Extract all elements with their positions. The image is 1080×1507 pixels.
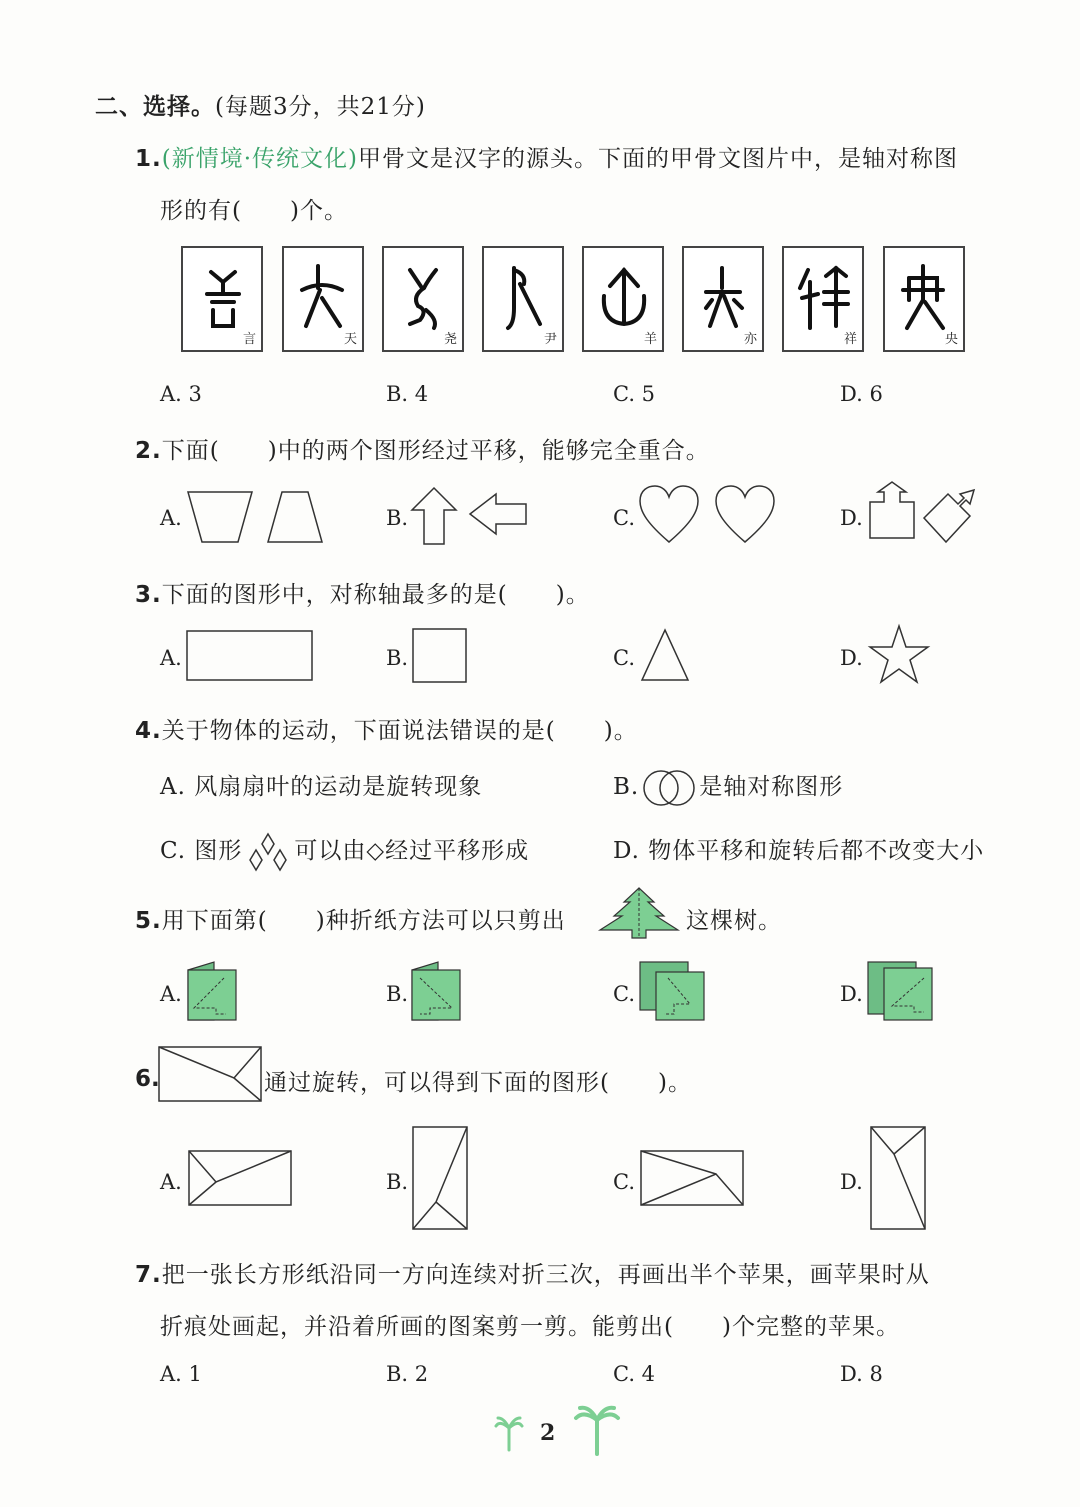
q1-option-a[interactable]: A. 3 [160, 382, 202, 406]
palm-tree-large-icon [572, 1404, 622, 1456]
q4-option-b[interactable] [613, 768, 843, 808]
oracle-card-yin [482, 246, 564, 352]
q4-b-label: B. [613, 774, 640, 800]
q1-option-d[interactable]: D. 6 [840, 382, 883, 406]
q3-option-d[interactable]: D. [840, 646, 863, 670]
question-5 [135, 902, 566, 935]
oracle-card-yan [181, 246, 263, 352]
q7-option-a[interactable]: A. 1 [160, 1362, 202, 1386]
oracle-caption: 言 [242, 332, 256, 347]
q1-option-c[interactable]: C. 5 [613, 382, 656, 406]
question-7-text1: 把一张长方形纸沿同一方向连续对折三次，再画出半个苹果，画苹果时从 [161, 1262, 930, 1288]
question-6-number: 6. [135, 1066, 160, 1092]
oracle-caption: 羊 [643, 332, 657, 347]
q5-a-fold [186, 960, 240, 1022]
q6-b-figure [412, 1126, 468, 1230]
q3-b-square [412, 628, 468, 684]
q5-option-b[interactable]: B. [386, 982, 409, 1006]
question-1-number: 1. [135, 146, 162, 172]
q3-option-c[interactable]: C. [613, 646, 635, 670]
q2-option-a[interactable]: A. [160, 506, 182, 530]
oracle-card-yang [582, 246, 664, 352]
q5-option-d[interactable]: D. [840, 982, 863, 1006]
q2-b-arrows [410, 486, 532, 548]
oracle-caption: 亦 [743, 332, 757, 347]
oracle-card-xiang [782, 246, 864, 352]
q5-d-fold [866, 960, 936, 1022]
question-3-text: 下面的图形中，对称轴最多的是( )。 [161, 582, 590, 608]
q6-option-b[interactable]: B. [386, 1170, 409, 1194]
q2-a-trapezoids [186, 490, 326, 544]
question-4-text: 关于物体的运动，下面说法错误的是( )。 [161, 718, 638, 744]
q5-option-c[interactable]: C. [613, 982, 635, 1006]
question-5-text2: 这棵树。 [686, 908, 782, 934]
q6-option-a[interactable]: A. [160, 1170, 182, 1194]
palm-tree-small-icon [494, 1416, 524, 1452]
q7-option-c[interactable]: C. 4 [613, 1362, 656, 1386]
question-3 [135, 576, 590, 609]
question-3-number: 3. [135, 582, 162, 608]
oracle-card-yi [682, 246, 764, 352]
question-1-tag: (新情境·传统文化) [161, 146, 359, 172]
question-4 [135, 712, 638, 745]
oracle-card-yang2 [883, 246, 965, 352]
q5-c-fold [638, 960, 708, 1022]
q6-c-figure [640, 1150, 744, 1206]
question-4-number: 4. [135, 718, 162, 744]
oracle-caption: 央 [944, 332, 958, 347]
question-1-line1 [135, 140, 958, 173]
question-1-line2: 形的有( )个。 [160, 198, 348, 224]
q4-b-text: 是轴对称图形 [699, 774, 844, 800]
oracle-caption: 天 [343, 332, 357, 347]
page-number: 2 [540, 1420, 556, 1446]
oracle-caption: 尹 [543, 332, 557, 347]
q6-option-c[interactable]: C. [613, 1170, 635, 1194]
question-7-number: 7. [135, 1262, 162, 1288]
section-note: (每题3分，共21分) [215, 94, 426, 120]
q6-option-d[interactable]: D. [840, 1170, 863, 1194]
question-1-text: 甲骨文是汉字的源头。下面的甲骨文图片中，是轴对称图 [358, 146, 959, 172]
q4-option-d[interactable]: D. 物体平移和旋转后都不改变大小 [613, 838, 985, 864]
q4-option-a[interactable]: A. 风扇扇叶的运动是旋转现象 [160, 774, 483, 800]
q7-option-d[interactable]: D. 8 [840, 1362, 883, 1386]
q2-option-b[interactable]: B. [386, 506, 409, 530]
q6-source-figure [158, 1046, 262, 1102]
question-2-number: 2. [135, 438, 162, 464]
q4-c-text: 可以由◇经过平移形成 [294, 838, 530, 864]
question-2-text: 下面( )中的两个图形经过平移，能够完全重合。 [161, 438, 710, 464]
oracle-caption: 尧 [443, 332, 457, 347]
q4-option-c[interactable] [160, 832, 529, 872]
q2-option-c[interactable]: C. [613, 506, 635, 530]
q7-option-b[interactable]: B. 2 [386, 1362, 429, 1386]
oracle-card-tian [282, 246, 364, 352]
q3-c-triangle [640, 628, 690, 682]
q2-d-shapes [868, 480, 982, 550]
q3-d-star [868, 624, 930, 686]
oracle-caption: 祥 [843, 332, 857, 347]
question-2 [135, 432, 710, 465]
q1-option-b[interactable]: B. 4 [386, 382, 429, 406]
section-title: 二、选择。 [95, 94, 215, 120]
question-7-line1 [135, 1256, 930, 1289]
q4-c-diamonds-icon [244, 832, 292, 872]
question-6-text: 通过旋转，可以得到下面的图形( )。 [264, 1070, 692, 1096]
oracle-card-yao [382, 246, 464, 352]
q5-option-a[interactable]: A. [160, 982, 182, 1006]
q6-a-figure [188, 1150, 292, 1206]
q2-c-hearts [638, 484, 778, 546]
q3-a-rectangle [186, 630, 314, 682]
section-header [95, 88, 426, 121]
question-5-text1: 用下面第( )种折纸方法可以只剪出 [161, 908, 566, 934]
q5-tree-figure [596, 886, 682, 940]
q3-option-b[interactable]: B. [386, 646, 409, 670]
q6-d-figure [870, 1126, 926, 1230]
question-5-number: 5. [135, 908, 162, 934]
q3-option-a[interactable]: A. [160, 646, 182, 670]
q2-option-d[interactable]: D. [840, 506, 863, 530]
q4-b-rings-icon [639, 768, 699, 808]
q5-b-fold [410, 960, 464, 1022]
q4-c-label: C. 图形 [160, 838, 243, 864]
question-7-line2: 折痕处画起，并沿着所画的图案剪一剪。能剪出( )个完整的苹果。 [160, 1314, 900, 1340]
